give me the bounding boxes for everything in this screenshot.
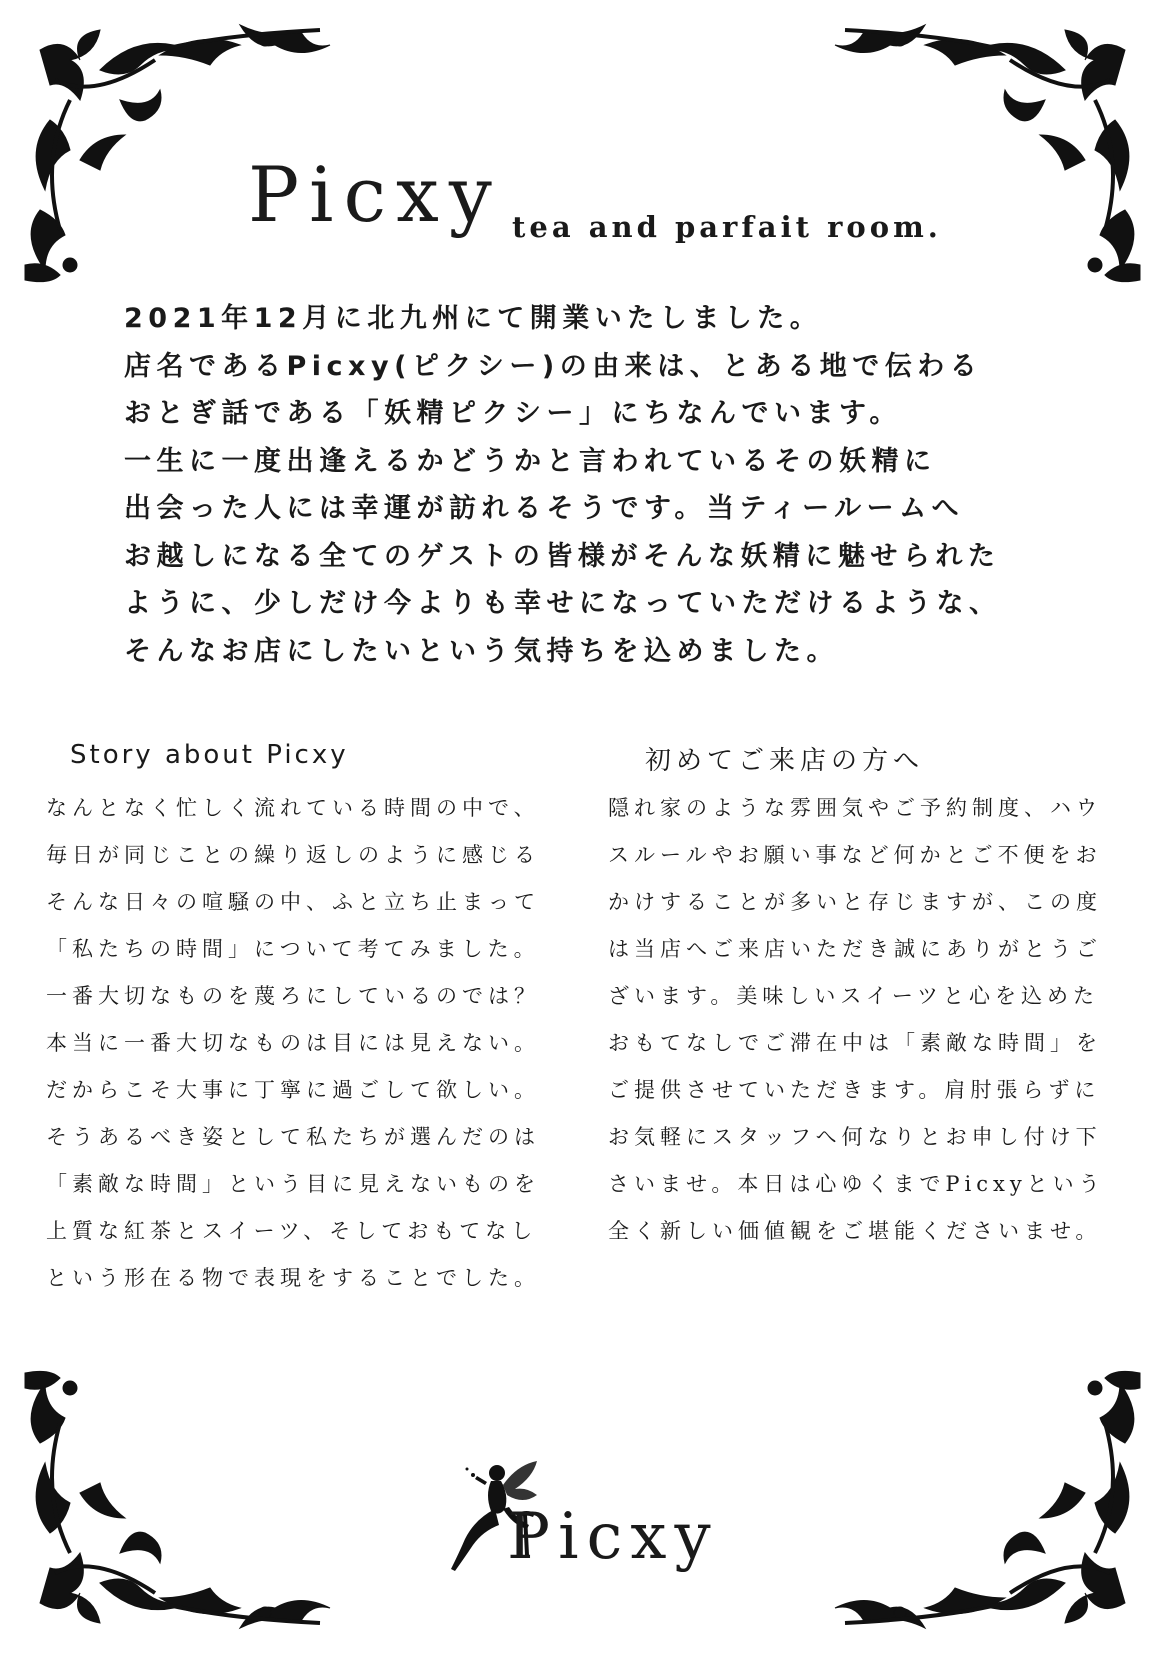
flourish-icon [825, 1353, 1155, 1643]
intro-line: お越しになる全てのゲストの皆様がそんな妖精に魅せられた [124, 540, 1001, 572]
first-visit-heading: 初めてご来店の方へ [645, 746, 925, 776]
story-line: 上質な紅茶とスイーツ、そしておもてなし [46, 1219, 538, 1243]
ornament-corner-bottom-left [10, 1353, 340, 1643]
logo-text: Picxy [507, 1500, 719, 1574]
story-line: 「素敵な時間」という目に見えないものを [46, 1172, 540, 1196]
story-line: そうあるべき姿として私たちが選んだのは [46, 1125, 540, 1149]
first-visit-line: さいませ。本日は心ゆくまでPicxyという [608, 1172, 1105, 1196]
intro-line: おとぎ話である「妖精ピクシー」にちなんでいます。 [124, 398, 902, 429]
story-line: そんな日々の喧騒の中、ふと立ち止まって [46, 890, 540, 914]
intro-line: ように、少しだけ今よりも幸せになっていただけるような、 [124, 588, 1002, 619]
first-visit-line: スルールやお願い事など何かとご不便をお [608, 843, 1102, 867]
story-line: 一番大切なものを蔑ろにしているのでは？ [46, 984, 540, 1008]
first-visit-line: ざいます。美味しいスイーツと心を込めた [608, 984, 1100, 1008]
story-line: 「私たちの時間」について考てみました。 [46, 937, 540, 961]
first-visit-line: おもてなしでご滞在中は「素敵な時間」を [608, 1031, 1102, 1055]
intro-line: 店名であるPicxy(ピクシー)の由来は、とある地で伝わる [124, 350, 983, 382]
brand-title: Picxy [248, 150, 502, 239]
intro-line: そんなお店にしたいという気持ちを込めました。 [124, 635, 839, 667]
first-visit-text [608, 785, 1105, 1255]
first-visit-line: 隠れ家のような雰囲気やご予約制度、ハウ [608, 796, 1102, 820]
first-visit-line: は当店へご来店いただき誠にありがとうご [608, 937, 1102, 961]
story-line: 毎日が同じことの繰り返しのように感じる [46, 843, 540, 867]
first-visit-line: お気軽にスタッフへ何なりとお申し付け下 [608, 1125, 1102, 1149]
story-line: なんとなく忙しく流れている時間の中で、 [46, 796, 540, 820]
story-line: 本当に一番大切なものは目には見えない。 [46, 1031, 540, 1055]
intro-line: 2021年12月に北九州にて開業いたしました。 [124, 303, 823, 334]
first-visit-line: かけすることが多いと存じますが、この度 [608, 890, 1102, 914]
first-visit-line: ご提供させていただきます。肩肘張らずに [608, 1078, 1101, 1102]
story-text [46, 785, 540, 1302]
brand-subtitle: tea and parfait room. [512, 210, 942, 244]
story-line: という形在る物で表現をすることでした。 [46, 1266, 540, 1290]
intro-paragraph [124, 295, 1084, 675]
intro-line: 出会った人には幸運が訪れるそうです。当ティールームへ [124, 493, 965, 524]
first-visit-line: 全く新しい価値観をご堪能くださいませ。 [608, 1219, 1102, 1243]
footer-logo [445, 1455, 725, 1605]
flourish-icon [10, 1353, 340, 1643]
flourish-icon [825, 10, 1155, 300]
intro-line: 一生に一度出逢えるかどうかと言われているその妖精に [124, 445, 937, 477]
story-heading: Story about Picxy [70, 740, 349, 770]
story-line: だからこそ大事に丁寧に過ごして欲しい。 [46, 1078, 540, 1102]
ornament-corner-top-right [825, 10, 1155, 300]
ornament-corner-bottom-right [825, 1353, 1155, 1643]
